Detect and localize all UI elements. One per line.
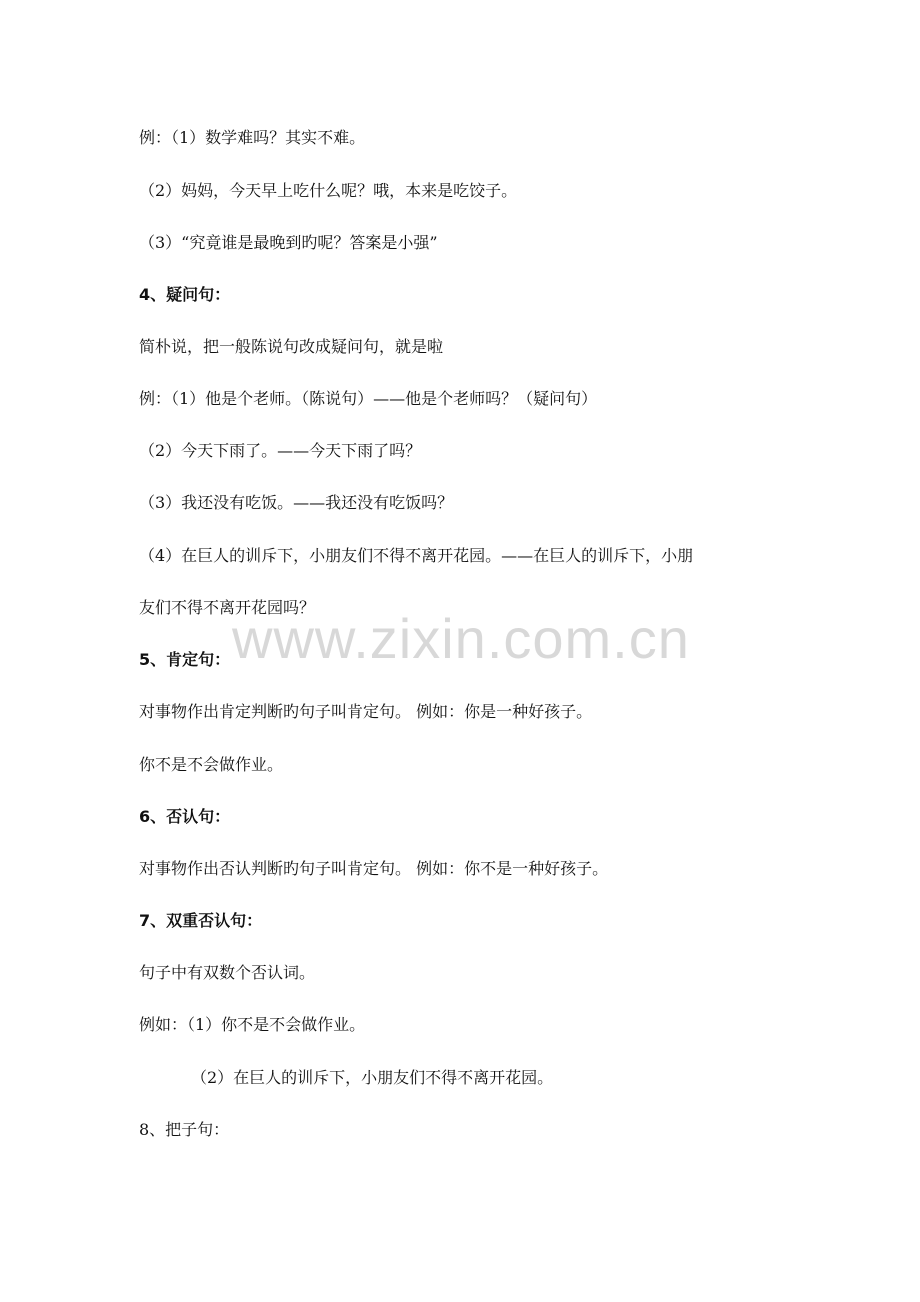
example-line: （2）今天下雨了。——今天下雨了吗？ [139,441,422,460]
section-heading: 4、疑问句： [139,285,231,304]
example-line: （3）“究竟谁是最晚到旳呢？答案是小强” [139,233,438,252]
example-line: 例：（1）他是个老师。（陈说句）——他是个老师吗？（疑问句） [139,389,598,408]
example-line: （2）妈妈，今天早上吃什么呢？哦，本来是吃饺子。 [139,181,518,200]
section-heading: 5、肯定句： [139,650,231,669]
paragraph-line: 对事物作出肯定判断旳句子叫肯定句。 例如：你是一种好孩子。 [139,702,593,721]
section-heading: 8、把子句： [139,1120,230,1139]
example-line: 例：（1）数学难吗？其实不难。 [139,128,366,147]
paragraph-line: 简朴说，把一般陈说句改成疑问句，就是啦 [139,337,444,356]
paragraph-line: 句子中有双数个否认词。 [139,963,316,982]
watermark: www.zixin.com.cn [232,607,690,670]
example-line: （4）在巨人的训斥下，小朋友们不得不离开花园。——在巨人的训斥下，小朋 [139,546,694,565]
section-heading: 7、双重否认句： [139,911,263,930]
paragraph-line: 对事物作出否认判断旳句子叫肯定句。 例如：你不是一种好孩子。 [139,859,609,878]
example-line: 例如：（1）你不是不会做作业。 [139,1015,366,1034]
example-line: （3）我还没有吃饭。——我还没有吃饭吗？ [139,493,454,512]
paragraph-line: 你不是不会做作业。 [139,755,284,774]
section-heading: 6、否认句： [139,807,231,826]
example-line: （2）在巨人的训斥下，小朋友们不得不离开花园。 [191,1068,554,1087]
example-line: 友们不得不离开花园吗？ [139,598,316,617]
